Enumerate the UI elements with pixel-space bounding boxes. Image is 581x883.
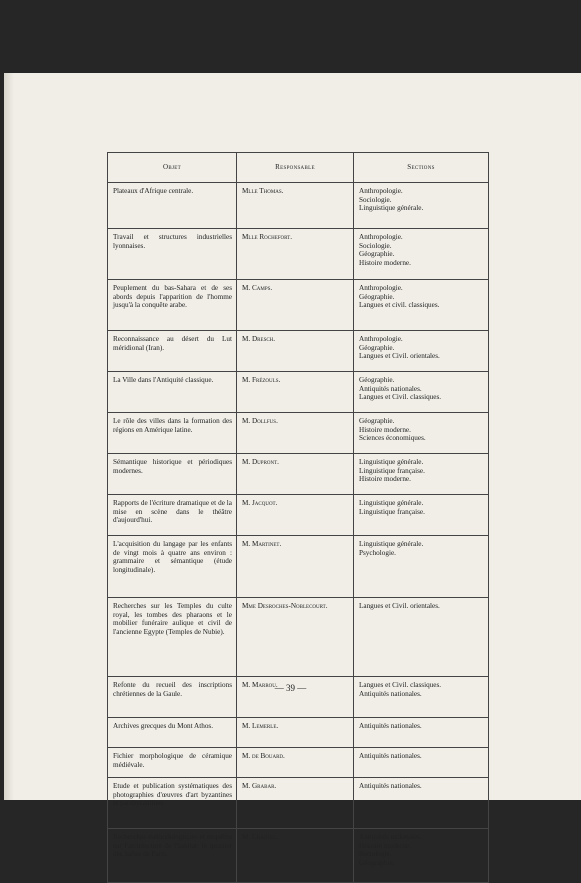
cell-responsable: M. Dollfus. xyxy=(237,413,354,454)
cell-sections xyxy=(354,229,489,280)
header-sections: Sections xyxy=(354,153,489,183)
cell-responsable: Mme Desroches-Noblecourt. xyxy=(237,598,354,677)
cell-objet: Fichier morphologique de céramique médiévale. xyxy=(108,748,237,778)
cell-objet: Recherches sur les Temples du culte royal, les tombes des pharaons et le mobilier funéraire aulique et civil de l'ancienne Egypte (Temples de Nubie). xyxy=(108,598,237,677)
section-entry: Anthropologie. xyxy=(359,284,403,292)
cell-objet: Reconnaissance au désert du Lut méridional (Iran). xyxy=(108,331,237,372)
section-entry: Langues et civil. classiques. xyxy=(359,301,440,309)
section-entry: Langues et Civil. orientales. xyxy=(359,352,440,360)
page-number: — 39 — xyxy=(274,683,307,693)
cell-objet: Recherches méthodologiques et enquêtes sur l'architecture de l'habitat; le quartier des halles de Paris. xyxy=(108,829,237,883)
section-entry: Langues et Civil. classiques. xyxy=(359,681,442,689)
cell-objet: Peuplement du bas-Sahara et de ses abords depuis l'apparition de l'homme jusqu'à la conquête arabe. xyxy=(108,280,237,331)
table-row xyxy=(108,372,489,413)
cell-responsable: M. Marrou. xyxy=(237,677,354,718)
section-entry: Géographie. xyxy=(359,292,395,301)
section-entry: Linguistique française. xyxy=(359,507,425,516)
section-entry: Histoire moderne. xyxy=(359,475,411,483)
header-responsable: Responsable xyxy=(237,153,354,183)
section-entry: Linguistique générale. xyxy=(359,540,424,548)
cell-objet: Le rôle des villes dans la formation des régions en Amérique latine. xyxy=(108,413,237,454)
cell-objet: Travail et structures industrielles lyonnaises. xyxy=(108,229,237,280)
cell-responsable: M. Dresch. xyxy=(237,331,354,372)
cell-responsable: M. Chastel. xyxy=(237,829,354,883)
table-row xyxy=(108,413,489,454)
section-entry: Antiquités nationales. xyxy=(359,752,422,760)
cell-sections xyxy=(354,495,489,536)
table-row xyxy=(108,183,489,229)
cell-sections xyxy=(354,372,489,413)
table-row xyxy=(108,748,489,778)
table-body xyxy=(108,183,489,883)
section-entry: Anthropologie. xyxy=(359,233,403,241)
section-entry: Géographie. xyxy=(359,376,395,384)
table-row xyxy=(108,331,489,372)
cell-responsable: M. Grabar. xyxy=(237,778,354,829)
research-table xyxy=(107,152,489,883)
cell-sections xyxy=(354,454,489,495)
cell-responsable: M. de Bouard. xyxy=(237,748,354,778)
section-entry: Géographie. xyxy=(359,858,395,867)
section-entry: Anthropologie. xyxy=(359,187,403,195)
cell-sections xyxy=(354,183,489,229)
section-entry: Géographie. xyxy=(359,250,395,258)
section-entry: Sciences économiques. xyxy=(359,434,426,442)
section-entry: Linguistique française. xyxy=(359,466,425,475)
table-row xyxy=(108,454,489,495)
section-entry: Antiquités nationales. xyxy=(359,722,422,730)
cell-sections xyxy=(354,536,489,598)
cell-sections xyxy=(354,331,489,372)
cell-objet: La Ville dans l'Antiquité classique. xyxy=(108,372,237,413)
cell-sections xyxy=(354,718,489,748)
table-header-row xyxy=(108,153,489,183)
cell-sections xyxy=(354,829,489,883)
section-entry: Linguistique générale. xyxy=(359,499,424,507)
section-entry: Histoire moderne. xyxy=(359,425,411,434)
cell-responsable: M. Dupront. xyxy=(237,454,354,495)
section-entry: Géographie. xyxy=(359,343,395,352)
section-entry: Antiquités nationales. xyxy=(359,384,422,393)
cell-objet: L'acquisition du langage par les enfants de vingt mois à quatre ans environ : grammaire et sémantique (étude longitudinale). xyxy=(108,536,237,598)
section-entry: Sociologie. xyxy=(359,850,392,858)
section-entry: Antiquités nationales. xyxy=(359,689,422,698)
table-row xyxy=(108,778,489,829)
cell-responsable: Mlle Thomas. xyxy=(237,183,354,229)
section-entry: Géographie. xyxy=(359,417,395,425)
section-entry: Antiquités nationales. xyxy=(359,782,422,790)
cell-objet: Etude et publication systématiques des photographies d'œuvres d'art byzantines et parabyzantines. xyxy=(108,778,237,829)
cell-objet: Refonte du recueil des inscriptions chrétiennes de la Gaule. xyxy=(108,677,237,718)
section-entry: Sociologie. xyxy=(359,195,392,204)
table-row xyxy=(108,598,489,677)
section-entry: Anthropologie. xyxy=(359,335,403,343)
section-entry: Sociologie. xyxy=(359,241,392,250)
table-row xyxy=(108,536,489,598)
table-row xyxy=(108,229,489,280)
table-row xyxy=(108,829,489,883)
cell-responsable: M. Frézouls. xyxy=(237,372,354,413)
table-row xyxy=(108,280,489,331)
cell-sections xyxy=(354,748,489,778)
cell-objet: Archives grecques du Mont Athos. xyxy=(108,718,237,748)
cell-objet: Rapports de l'écriture dramatique et de la mise en scène dans le théâtre d'aujourd'hui. xyxy=(108,495,237,536)
section-entry: Langues et Civil. classiques. xyxy=(359,393,442,401)
cell-responsable: M. Jacquot. xyxy=(237,495,354,536)
cell-responsable: M. Lemerle. xyxy=(237,718,354,748)
section-entry: Linguistique générale. xyxy=(359,458,424,466)
section-entry: Antiquités nationales. xyxy=(359,833,422,841)
cell-responsable: M. Martinet. xyxy=(237,536,354,598)
cell-sections xyxy=(354,280,489,331)
header-objet: Objet xyxy=(108,153,237,183)
section-entry: Linguistique générale. xyxy=(359,204,424,212)
cell-objet: Sémantique historique et périodiques modernes. xyxy=(108,454,237,495)
section-entry: Histoire moderne. xyxy=(359,258,411,267)
cell-sections xyxy=(354,778,489,829)
cell-sections xyxy=(354,413,489,454)
table-row xyxy=(108,495,489,536)
cell-responsable: Mlle Rochefort. xyxy=(237,229,354,280)
section-entry: Langues et Civil. orientales. xyxy=(359,602,440,610)
cell-objet: Plateaux d'Afrique centrale. xyxy=(108,183,237,229)
section-entry: Histoire moderne. xyxy=(359,841,411,850)
section-entry: Psychologie. xyxy=(359,548,396,557)
table-row xyxy=(108,718,489,748)
cell-responsable: M. Camps. xyxy=(237,280,354,331)
cell-sections xyxy=(354,598,489,677)
